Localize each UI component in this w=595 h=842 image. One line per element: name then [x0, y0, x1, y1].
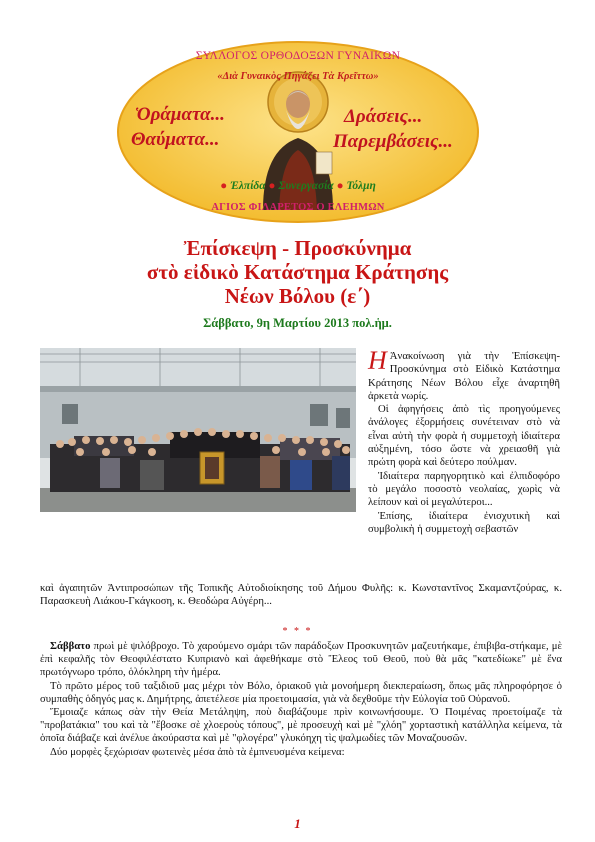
word-actions: Δράσεις...	[344, 106, 423, 127]
virtue-hope: Ἐλπίδα	[230, 180, 266, 192]
bullet-icon: ●	[220, 180, 228, 192]
communion-paragraph: Ἔμοιαζε κάπως σὰν τὴν Θεία Μετάληψη, ποὺ διαβάζουμε πρὶν κοινωνήσουμε. Ὁ Ποιμένας προετοίμαζε τὰ "προβατάκια" του καὶ τὰ "ἔβοσκε σὲ χλοεροὺς τόπους", μὲ προσευχὴ καὶ μὲ "χλόη" χορταστικὴ κατάλληλα κείμενα, τὰ ὁποῖα διάβαζε καὶ ἀνέλυε ἀκούραστα καὶ μὲ "φλογέρα" γλυκόηχη τὶς ψαλμωδίες τῶν Μοναζουσῶν.	[40, 706, 562, 745]
journey-paragraph: Τὸ πρῶτο μέρος τοῦ ταξιδιοῦ μας μέχρι τὸν Βόλο, ὁριακοῦ γιὰ μονοήμερη διεκπεραίωση, ὅπως μᾶς πληροφόρησε ὁ συμπαθὴς ὁδηγός μας κ. Δημήτρης, ἀπετέλεσε μία προετοιμασία, γιὰ νὰ δεχθοῦμε τὴν Εὐλογία τοῦ Οὐρανοῦ.	[40, 679, 562, 705]
section-separator: * * *	[282, 626, 313, 637]
group-photo	[40, 348, 356, 512]
bullet-icon: ●	[336, 180, 344, 192]
word-miracles: Θαύματα...	[131, 129, 220, 150]
bullet-icon: ●	[268, 180, 276, 192]
representatives-paragraph: Ἐπίσης, ἰδιαίτερα ἐνισχυτικὴ καὶ συμβολικὴ ἡ συμμετοχὴ σεβαστῶν	[368, 509, 560, 535]
intro-column	[368, 346, 560, 536]
drop-cap: Η	[368, 346, 387, 375]
virtues-line	[113, 180, 483, 192]
virtue-courage: Τόλμη	[346, 180, 376, 192]
article-title-line-2: στὸ εἰδικὸ Κατάστημα Κράτησης	[146, 260, 449, 284]
article-title-line-1: Ἐπίσκεψη - Προσκύνημα	[183, 236, 412, 260]
article-body	[40, 640, 562, 759]
association-emblem	[113, 40, 483, 225]
word-interventions: Παρεμβάσεις...	[333, 131, 453, 152]
saturday-lead: Σάββατο	[50, 640, 91, 652]
intro-text: Ἀνακοίνωση γιὰ τὴν Ἐπίσκεψη-Προσκύνημα στὸ Εἰδικὸ Κατάστημα Κράτησης Νέων Βόλου εἶχε ἀναρτηθῆ ἀρκετὰ νωρίς.	[368, 350, 560, 402]
association-motto: «Διὰ Γυναικὸς Πηγάζει Τὰ Κρεῖττω»	[217, 71, 379, 82]
virtue-cooperation: Συνεργασία	[278, 180, 334, 192]
saint-name: ΑΓΙΟΣ ΦΙΛΑΡΕΤΟΣ Ο ΕΛΕΗΜΩΝ	[211, 202, 385, 213]
word-visions: Ὁράματα...	[135, 104, 225, 125]
page-number: 1	[294, 816, 301, 831]
intro-paragraph	[368, 346, 560, 403]
participation-paragraph: Οἱ ἀφηγήσεις ἀπὸ τὶς προηγούμενες ἀνάλογες ἐξορμήσεις συνέτειναν στὸ νὰ εἶναι αὐτὴ τὴν φορὰ ἡ συμμετοχὴ ἰδιαίτερα αὐξημένη, τόσο ὥστε νὰ χρειασθῆ γιὰ πρώτη φορὰ καὶ δεύτερο πούλμαν.	[368, 403, 560, 469]
figures-paragraph: Δύο μορφὲς ξεχώρισαν φωτεινὲς μέσα ἀπὸ τὰ ἐμπνευσμένα κείμενα:	[50, 745, 345, 758]
representatives-continuation	[40, 582, 562, 609]
saturday-text: πρωὶ μὲ ψιλόβροχο. Τὸ χαρούμενο σμάρι τῶν παράδοξων Προσκυνητῶν μαζευτήκαμε, ἐπιβιβα-στήκαμε, μὲ ἐπὶ κεφαλῆς τὸν Θεοφιλέστατο Κυπριανὸ καὶ ἀφεθήκαμε στὸ Ἔλεος τοῦ Θεοῦ, ποὺ θὰ μᾶς "κατεδίωκε" μὲ ἕνα πρωτόγνωρο τρόπο, ὁλόκληρη τὴν ἡμέρα.	[40, 640, 562, 679]
representatives-names: καὶ ἀγαπητῶν Ἀντιπροσώπων τῆς Τοπικῆς Αὐτοδιοίκησης τοῦ Δήμου Φυλῆς: κ. Κωνσταντῖνος Σκαμαντζούρας, κ. Παρασκευὴ Λιάκου-Γκάγκοση, κ. Θεοδώρα Αὐγέρη...	[40, 582, 562, 608]
article-date: Σάββατο, 9η Μαρτίου 2013 πολ.ἡμ.	[203, 316, 392, 330]
article-title-line-3: Νέων Βόλου (ε΄)	[224, 284, 371, 308]
association-name: ΣΥΛΛΟΓΟΣ ΟΡΘΟΔΟΞΩΝ ΓΥΝΑΙΚΩΝ	[195, 50, 401, 62]
youth-paragraph: Ἰδιαίτερα παρηγορητικὸ καὶ ἐλπιδοφόρο τὸ μεγάλο ποσοστὸ νεολαίας, χωρὶς νὰ λείπουν καὶ οἱ μεγαλύτεροι...	[368, 469, 560, 509]
saturday-paragraph	[40, 640, 562, 680]
